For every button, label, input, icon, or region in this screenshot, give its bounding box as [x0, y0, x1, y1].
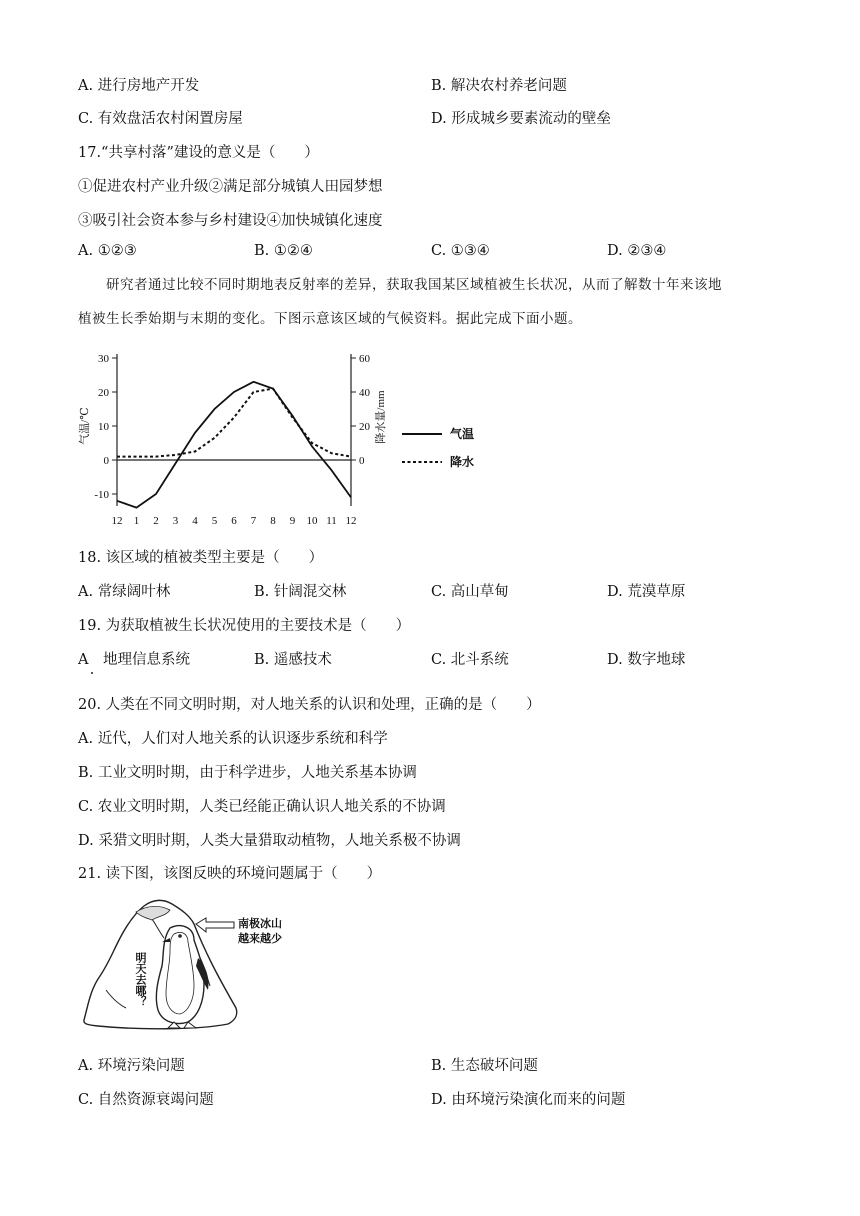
- x-tick-label: 4: [192, 515, 198, 527]
- q17-option-c: C. ①③④: [431, 243, 490, 259]
- q20-option-c: C. 农业文明时期，人类已经能正确认识人地关系的不协调: [78, 799, 446, 815]
- q17-option-a: A. ①②③: [78, 243, 137, 259]
- q18-option-b: B. 针阔混交林: [254, 584, 347, 600]
- scan-speck: [91, 672, 93, 674]
- q21-option-b: B. 生态破坏问题: [431, 1058, 538, 1074]
- legend-label: 降水: [450, 455, 475, 469]
- q16-option-b: B. 解决农村养老问题: [431, 78, 567, 94]
- q16-option-d: D. 形成城乡要素流动的壁垒: [431, 111, 611, 127]
- x-tick-label: 9: [289, 515, 296, 527]
- penguin-iceberg-cartoon: [78, 894, 288, 1034]
- x-tick-label: 7: [250, 515, 257, 527]
- q19-option-c: C. 北斗系统: [431, 652, 509, 668]
- q18-option-c: C. 高山草甸: [431, 584, 509, 600]
- cartoon-speech: 明天去哪？: [134, 952, 146, 1007]
- left-tick-label: -10: [94, 489, 109, 501]
- q16-option-a: A. 进行房地产开发: [78, 78, 200, 94]
- q17-option-d: D. ②③④: [607, 243, 667, 259]
- cartoon-sign-line-2: 越来越少: [238, 933, 282, 945]
- climate-chart-plot: [77, 353, 474, 527]
- x-tick-label: 6: [231, 515, 237, 527]
- q20-stem: 20. 人类在不同文明时期，对人地关系的认识和处理，正确的是（ ）: [78, 697, 541, 713]
- x-tick-label: 12: [345, 515, 357, 527]
- left-axis-label: 气温/℃: [79, 407, 91, 445]
- legend-label: 气温: [450, 427, 475, 441]
- x-tick-label: 11: [326, 515, 337, 527]
- x-tick-label: 10: [306, 515, 318, 527]
- q17-statement-line-1: ①促进农村产业升级②满足部分城镇人田园梦想: [78, 179, 383, 195]
- q21-option-a: A. 环境污染问题: [78, 1058, 185, 1074]
- q20-option-d: D. 采猎文明时期，人类大量猎取动植物，人地关系极不协调: [78, 833, 461, 849]
- left-tick-label: 10: [98, 421, 109, 433]
- right-tick-label: 40: [359, 387, 370, 399]
- q21-option-d: D. 由环境污染演化而来的问题: [431, 1092, 626, 1108]
- q19-option-b: B. 遥感技术: [254, 652, 332, 668]
- climate-chart: [76, 346, 496, 536]
- x-tick-label: 1: [133, 515, 140, 527]
- q17-stem: 17.“共享村落”建设的意义是（ ）: [78, 145, 319, 161]
- material-line-2: 植被生长季始期与末期的变化。下图示意该区域的气候资料。据此完成下面小题。: [78, 311, 582, 327]
- x-tick-label: 3: [172, 515, 179, 527]
- right-tick-label: 20: [359, 421, 370, 433]
- left-tick-label: 30: [98, 353, 109, 365]
- q17-option-b: B. ①②④: [254, 243, 313, 259]
- material-line-1: 研究者通过比较不同时期地表反射率的差异，获取我国某区域植被生长状况，从而了解数十年来该地: [106, 277, 722, 293]
- right-axis-label: 降水量/mm: [375, 390, 387, 444]
- q21-stem: 21. 读下图，该图反映的环境问题属于（ ）: [78, 866, 382, 882]
- right-tick-label: 0: [359, 455, 365, 467]
- precipitation-line: [117, 389, 351, 457]
- x-tick-label: 12: [111, 515, 123, 527]
- x-tick-label: 8: [270, 515, 276, 527]
- q20-option-b: B. 工业文明时期，由于科学进步，人地关系基本协调: [78, 765, 417, 781]
- q21-option-c: C. 自然资源衰竭问题: [78, 1092, 214, 1108]
- q18-stem: 18. 该区域的植被类型主要是（ ）: [78, 550, 324, 566]
- left-tick-label: 0: [103, 455, 109, 467]
- q18-option-a: A. 常绿阔叶林: [78, 584, 171, 600]
- q16-option-c: C. 有效盘活农村闲置房屋: [78, 111, 243, 127]
- left-tick-label: 20: [98, 387, 109, 399]
- x-tick-label: 5: [211, 515, 218, 527]
- q20-option-a: A. 近代，人们对人地关系的认识逐步系统和科学: [78, 731, 388, 747]
- q19-option-d: D. 数字地球: [607, 652, 686, 668]
- cartoon-sign-line-1: 南极冰山: [238, 918, 282, 930]
- q17-statement-line-2: ③吸引社会资本参与乡村建设④加快城镇化速度: [78, 213, 383, 229]
- q19-stem: 19. 为获取植被生长状况使用的主要技术是（ ）: [78, 618, 411, 634]
- material-paragraph: [78, 268, 786, 336]
- x-tick-label: 2: [153, 515, 159, 527]
- q18-option-d: D. 荒漠草原: [607, 584, 686, 600]
- sign-arrow: [196, 918, 234, 932]
- q19-option-a: A 地理信息系统: [78, 652, 190, 668]
- right-tick-label: 60: [359, 353, 370, 365]
